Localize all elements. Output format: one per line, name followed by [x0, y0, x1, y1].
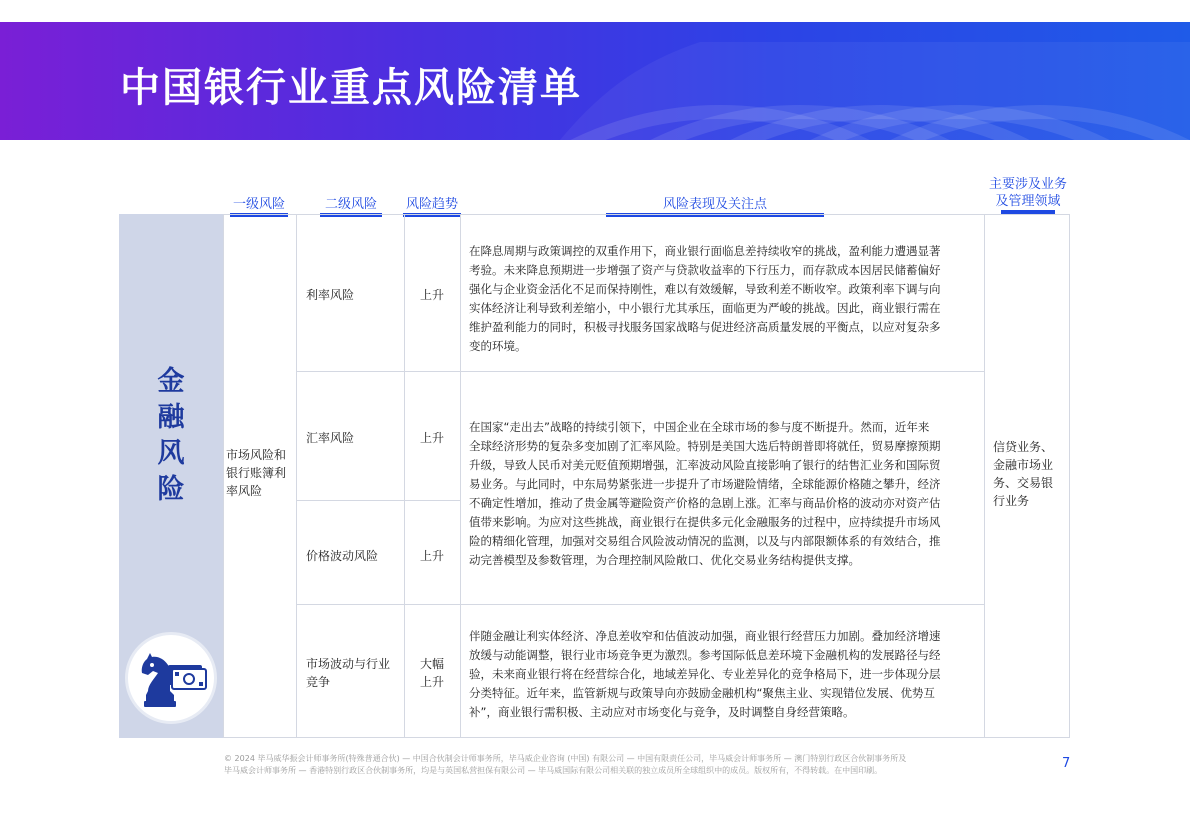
- page-title: 中国银行业重点风险清单: [120, 65, 582, 111]
- column-header-level2: [320, 193, 382, 212]
- desc-line: 易业务。与此同时，中东局势紧张进一步提升了市场避险情绪，全球能源价格随之攀升，经济: [469, 477, 941, 491]
- desc-line: 维护盈利能力的同时，积极寻找服务国家战略与促进经济高质量发展的平衡点，以应对复杂多: [469, 320, 941, 334]
- desc-line: 分类特征。近年来，监管新规与政策导向亦鼓励金融机构“聚焦主业、实现错位发展、优势互: [469, 686, 935, 700]
- category-title-char: 金: [157, 366, 185, 397]
- column-header-area-line1: 主要涉及业务: [988, 177, 1067, 192]
- header-banner: [0, 22, 1190, 140]
- grid-line: [1069, 214, 1070, 738]
- risk-trend-line: 大幅: [420, 657, 445, 671]
- grid-line: [984, 214, 985, 738]
- column-header-trend-label: 风险趋势: [405, 197, 458, 212]
- column-header-detail-label: 风险表现及关注点: [662, 197, 767, 212]
- risk-desc-interest-rate: [469, 242, 979, 356]
- grid-line: [223, 214, 1070, 215]
- desc-line: 值带来影响。为应对这些挑战，商业银行在提供多元化金融服务的过程中，应持续提升市场风: [469, 515, 941, 529]
- row-separator: [296, 500, 460, 501]
- business-area-line: 金融市场业: [993, 458, 1054, 472]
- desc-line: 不确定性增加，推动了贵金属等避险资产价格的急剧上涨。汇率与商品价格的波动亦对资产估: [469, 496, 941, 510]
- risk-trend-price-volatility: 上升: [420, 549, 445, 563]
- level1-risk-cell: [226, 446, 294, 500]
- risk-trend-interest-rate: 上升: [420, 288, 445, 302]
- category-title-char: 风: [157, 438, 185, 469]
- risk-name-line: 竞争: [306, 675, 331, 689]
- risk-name-fx: 汇率风险: [306, 431, 355, 445]
- category-title-char: 险: [157, 474, 185, 505]
- risk-name-line: 市场波动与行业: [306, 657, 391, 671]
- desc-line: 考验。未来降息预期进一步增强了资产与贷款收益率的下行压力，而存款成本因居民储蓄偏好: [469, 263, 941, 277]
- level1-risk-line: 市场风险和: [226, 448, 287, 462]
- desc-line: 伴随金融让利实体经济、净息差收窄和估值波动加强，商业银行经营压力加剧。叠加经济增速: [469, 629, 941, 643]
- category-title: [119, 364, 223, 508]
- grid-line: [223, 737, 1070, 738]
- desc-line: 放缓与动能调整，银行业市场竞争更为激烈。参考国际低息差环境下金融机构的发展路径与经: [469, 648, 941, 662]
- column-header-level1: [230, 193, 288, 212]
- desc-line: 在降息周期与政策调控的双重作用下，商业银行面临息差持续收窄的挑战，盈利能力遭遇显著: [469, 244, 941, 258]
- row-separator: [296, 371, 984, 372]
- risk-desc-fx-price: [469, 418, 979, 570]
- desc-line: 强化与企业资金活化不足而保持刚性，难以有效缓解，导致利差不断收窄。政策利率下调与向: [469, 282, 941, 296]
- desc-line: 验，未来商业银行将在经营综合化，地域差异化、专业差异化的竞争格局下，进一步体现分层: [469, 667, 941, 681]
- column-header-detail: [606, 193, 824, 212]
- column-header-trend: [403, 193, 461, 212]
- category-panel: [119, 214, 223, 738]
- footer-copyright: [224, 753, 1004, 777]
- grid-line: [223, 214, 224, 738]
- footer-line: 毕马威会计师事务所 — 香港特别行政区合伙制事务所，均是与英国私营担保有限公司 — 毕马威国际有限公司相关联的独立成员所全球组织中的成员。版权所有，不得转载。在中国印刷。: [224, 766, 883, 775]
- business-area-line: 务、交易银: [993, 476, 1054, 490]
- column-header-level1-label: 一级风险: [232, 197, 285, 212]
- desc-line: 险的精细化管理，加强对交易组合风险波动情况的监测，以及与内部限额体系的有效结合，推: [469, 534, 941, 548]
- risk-trend-line: 上升: [420, 675, 445, 689]
- business-area-line: 信贷业务、: [993, 440, 1054, 454]
- grid-line: [404, 214, 405, 738]
- grid-line: [296, 214, 297, 738]
- page-number: 7: [1062, 756, 1071, 771]
- column-header-level2-label: 二级风险: [324, 197, 377, 212]
- desc-line: 实体经济让利导致利差缩小，中小银行尤其承压，面临更为严峻的挑战。因此，商业银行需在: [469, 301, 941, 315]
- risk-name-interest-rate: 利率风险: [306, 288, 355, 302]
- column-header-area: [985, 176, 1071, 210]
- desc-line: 升级，导致人民币对美元贬值预期增强，汇率波动风险直接影响了银行的结售汇业务和国际贸: [469, 458, 941, 472]
- risk-desc-market-competition: [469, 627, 979, 722]
- risk-trend-market-competition: [420, 655, 444, 691]
- desc-line: 全球经济形势的复杂多变加剧了汇率风险。特别是美国大选后特朗普即将就任，贸易摩擦预期: [469, 439, 941, 453]
- level1-risk-line: 银行账簿利: [226, 466, 287, 480]
- desc-line: 动完善模型及参数管理，为合理控制风险敞口、优化交易业务结构提供支撑。: [469, 553, 860, 567]
- level1-risk-line: 率风险: [226, 484, 263, 498]
- business-area-line: 行业务: [993, 494, 1030, 508]
- risk-trend-fx: 上升: [420, 431, 445, 445]
- desc-line: 在国家“走出去”战略的持续引领下，中国企业在全球市场的参与度不断提升。然而，近年来: [469, 420, 930, 434]
- business-area-cell: [993, 438, 1065, 510]
- footer-line: © 2024 毕马威华振会计师事务所(特殊普通合伙) — 中国合伙制会计师事务所，毕马威企业咨询 (中国) 有限公司 — 中国有限责任公司，毕马威会计师事务所 — 澳门特别行政区合伙制事务所及: [224, 754, 907, 763]
- category-title-char: 融: [157, 402, 185, 433]
- chess-knight-money-icon: [125, 632, 217, 724]
- desc-line: 变的环境。: [469, 339, 527, 353]
- risk-table: [119, 214, 1070, 738]
- risk-name-market-competition: [306, 655, 390, 691]
- grid-line: [460, 214, 461, 738]
- risk-name-price-volatility: 价格波动风险: [306, 549, 379, 563]
- desc-line: 补”，商业银行需积极、主动应对市场变化与竞争，及时调整自身经营策略。: [469, 705, 855, 719]
- row-separator: [296, 604, 984, 605]
- column-header-area-line2: 及管理领域: [995, 194, 1061, 209]
